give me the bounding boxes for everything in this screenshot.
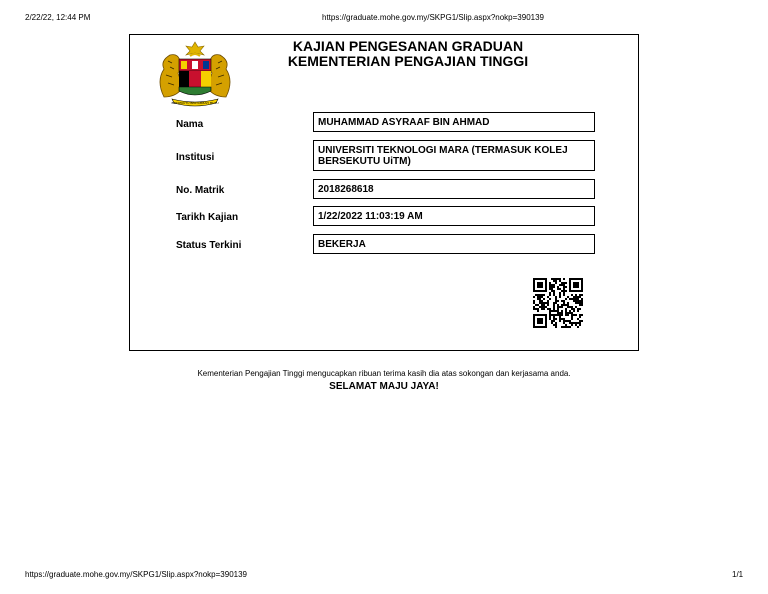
field-value-institusi: UNIVERSITI TEKNOLOGI MARA (TERMASUK KOLEJ BERSEKUTU UiTM): [313, 140, 595, 171]
field-value-tarikh-kajian: 1/22/2022 11:03:19 AM: [313, 206, 595, 226]
svg-text:BERSEKUTU BERTAMBAH MUTU: BERSEKUTU BERTAMBAH MUTU: [171, 101, 219, 105]
graduate-slip: [129, 34, 639, 351]
field-value-no-matrik: 2018268618: [313, 179, 595, 199]
print-datetime: 2/22/22, 12:44 PM: [25, 13, 91, 22]
farewell-message: SELAMAT MAJU JAYA!: [329, 381, 439, 392]
print-header-url: https://graduate.mohe.gov.my/SKPG1/Slip.aspx?nokp=390139: [322, 13, 544, 22]
field-value-nama: MUHAMMAD ASYRAAF BIN AHMAD: [313, 112, 595, 132]
slip-title-line2: KEMENTERIAN PENGAJIAN TINGGI: [287, 53, 529, 69]
field-label-no-matrik: No. Matrik: [176, 185, 225, 196]
field-label-tarikh-kajian: Tarikh Kajian: [176, 212, 239, 223]
qr-code-icon: [533, 278, 583, 328]
field-label-institusi: Institusi: [176, 152, 215, 163]
field-value-status-terkini: BEKERJA: [313, 234, 595, 254]
slip-title-line1: KAJIAN PENGESANAN GRADUAN: [292, 38, 524, 54]
print-page-number: 1/1: [732, 570, 744, 579]
field-label-status-terkini: Status Terkini: [176, 240, 242, 251]
slip-title: [258, 39, 558, 69]
thanks-message: Kementerian Pengajian Tinggi mengucapkan ribuan terima kasih dia atas sokongan dan kerjasama anda.: [197, 369, 571, 378]
field-label-nama: Nama: [176, 119, 204, 130]
print-footer-url: https://graduate.mohe.gov.my/SKPG1/Slip.aspx?nokp=390139: [25, 570, 247, 579]
malaysia-coat-of-arms-icon: [152, 39, 238, 109]
